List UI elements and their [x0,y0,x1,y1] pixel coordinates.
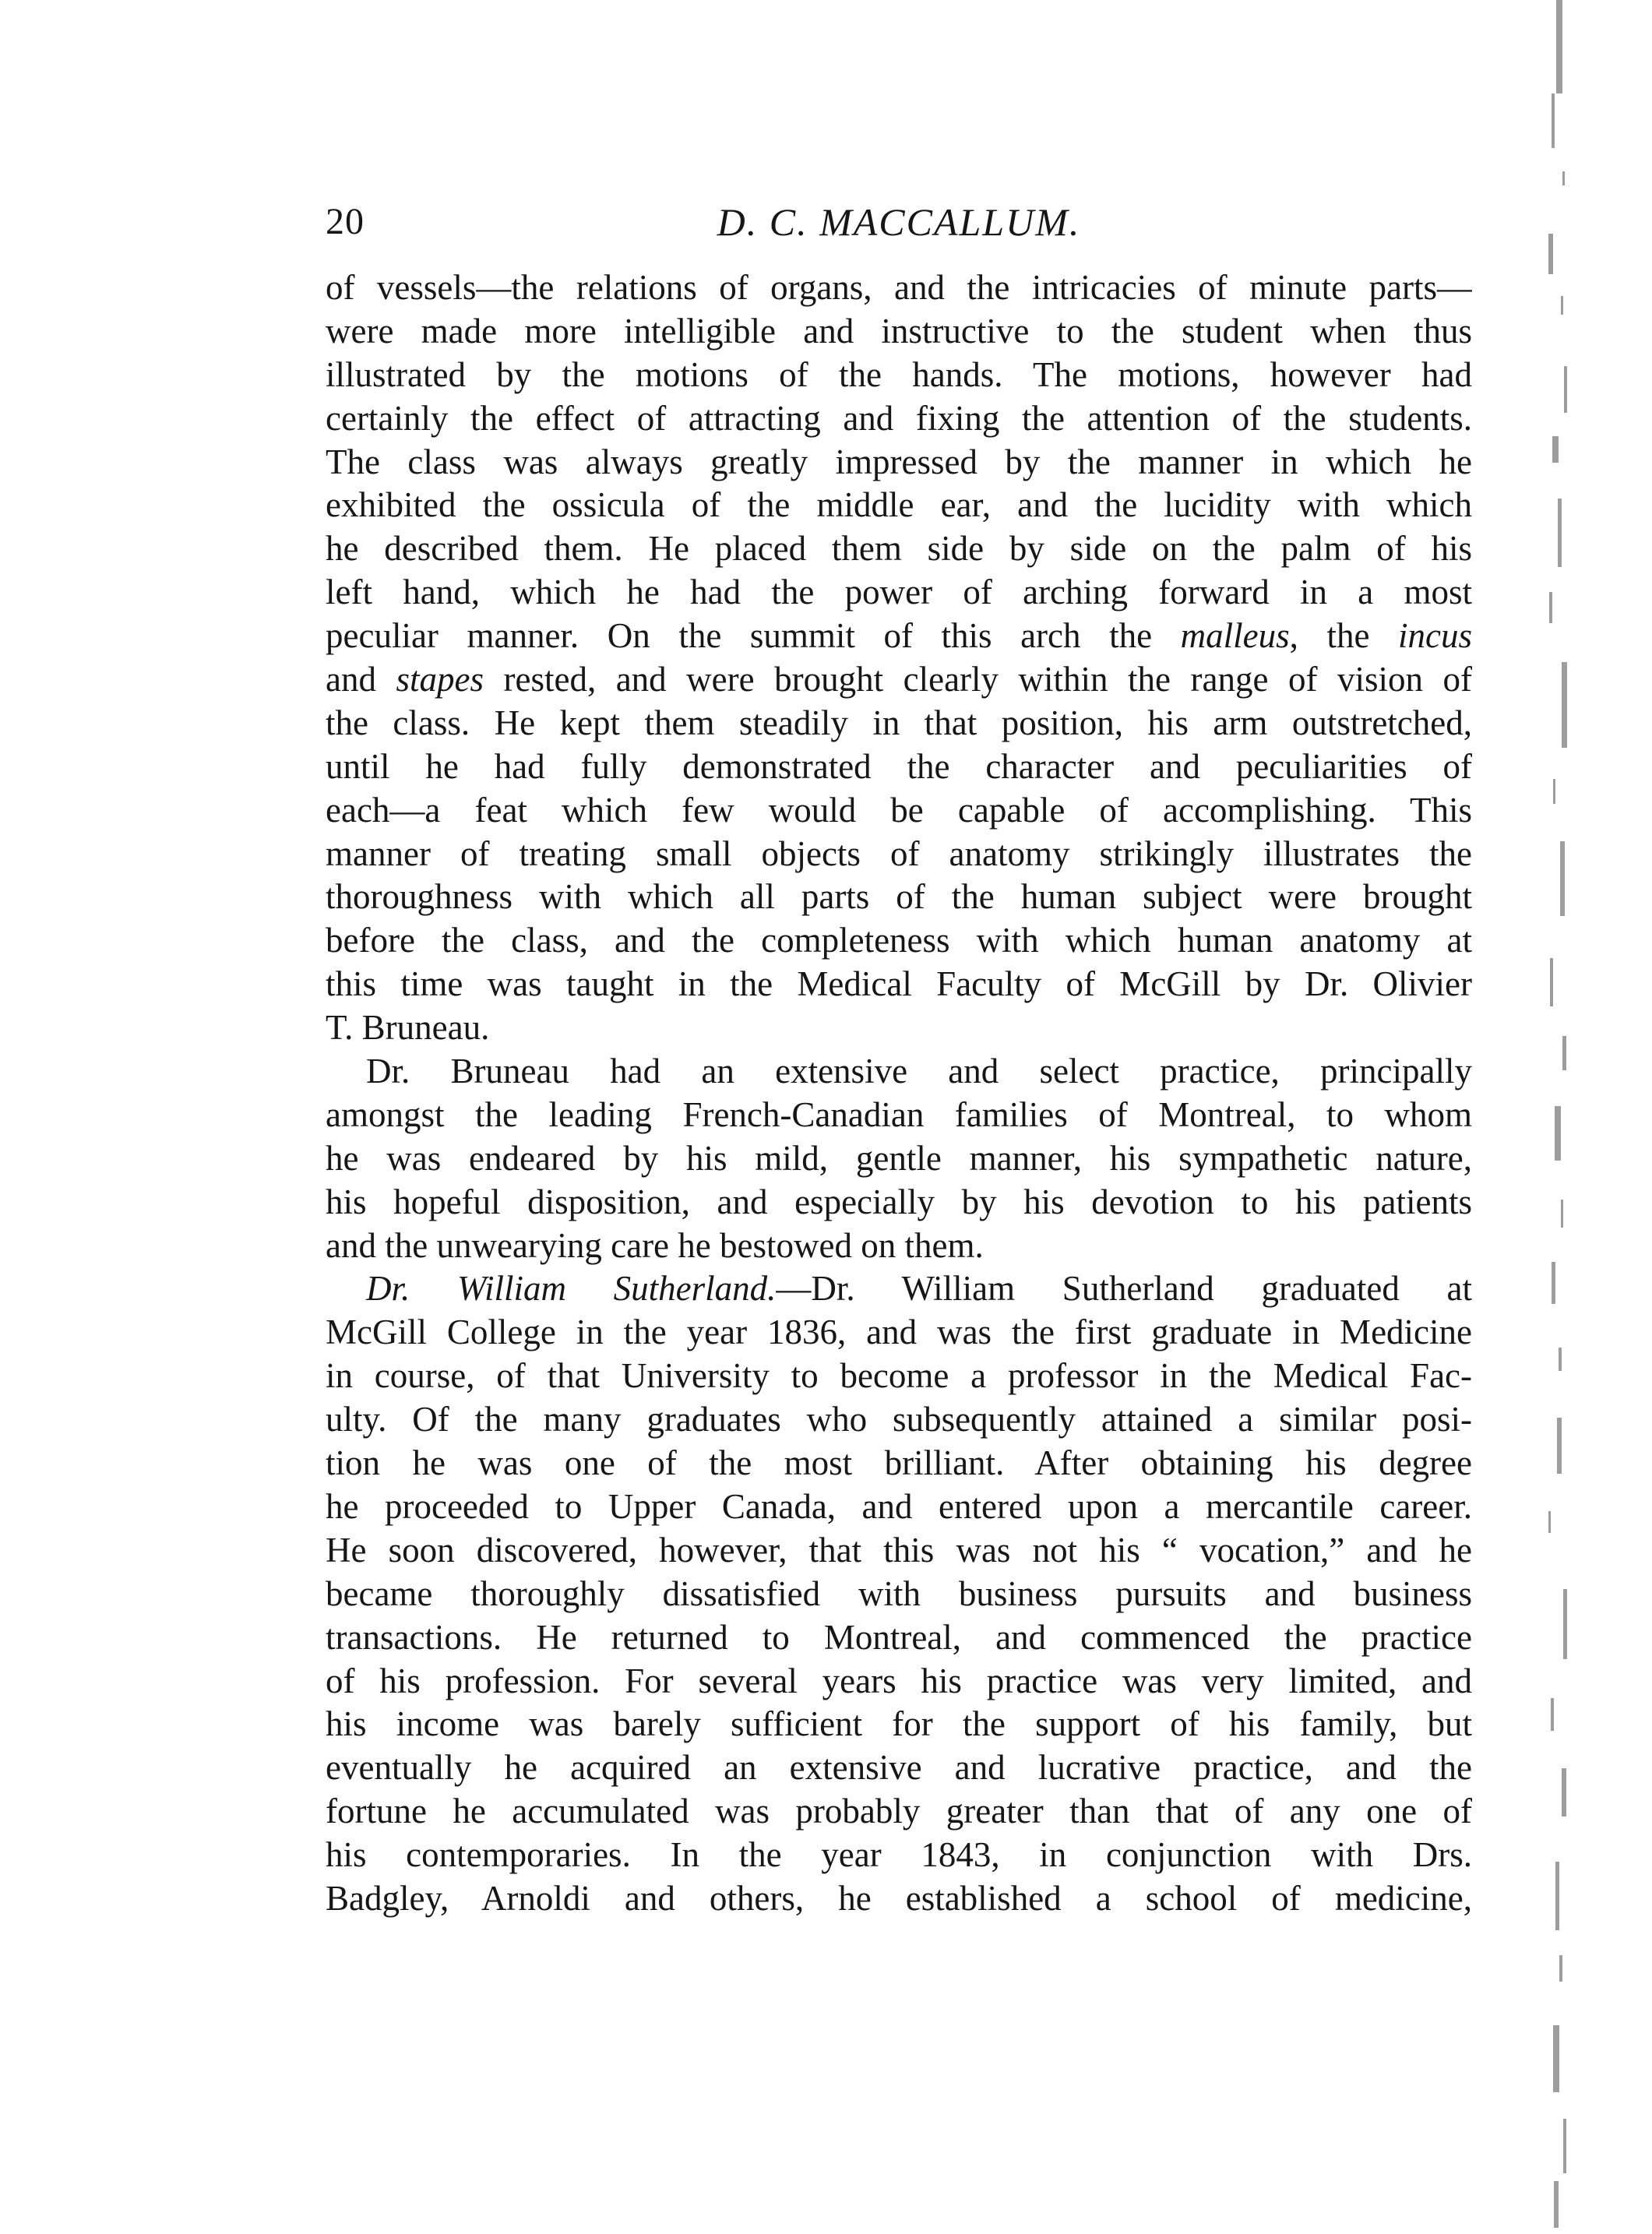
scan-speck [1556,0,1562,93]
text-line: he was endeared by his mild, gentle manner, his sympathetic nature, [326,1138,1472,1178]
scan-speck [1562,171,1565,185]
scan-speck [1562,662,1567,748]
text-line: manner of treating small objects of anatomy strikingly illustrates the [326,833,1472,873]
scan-speck [1563,1589,1567,1659]
text-line: became thoroughly dissatisfied with business pursuits and business [326,1573,1472,1613]
scan-speck [1559,1348,1562,1371]
page-number: 20 [326,201,365,242]
text-line: of his profession. For several years his practice was very limited, and [326,1661,1472,1700]
text-line: he proceeded to Upper Canada, and entered upon a mercantile career. [326,1486,1472,1526]
text-line: certainly the effect of attracting and fixing the attention of the students. [326,398,1472,438]
scan-speck [1551,1698,1554,1731]
scan-speck [1548,1511,1551,1533]
text-line: He soon discovered, however, that this was not his “ vocation,” and he [326,1530,1472,1570]
text-line: Badgley, Arnoldi and others, he established a school of medicine, [326,1878,1472,1918]
scan-speck [1561,1200,1563,1228]
text-line: illustrated by the motions of the hands. The motions, however had [326,354,1472,394]
scan-speck [1559,1955,1562,1982]
scan-speck [1560,841,1565,916]
text-line: his hopeful disposition, and especially by his devotion to his patients [326,1182,1472,1221]
text-line: McGill College in the year 1836, and was the first graduate in Medicine [326,1313,1472,1352]
scan-speck [1552,1262,1555,1304]
text-line: thoroughness with which all parts of the human subject were brought [326,877,1472,917]
text-line: in course, of that University to become a professor in the Medical Fac- [326,1356,1472,1396]
scan-speck [1558,499,1562,567]
text-line: he described them. He placed them side by side on the palm of his [326,529,1472,569]
scan-speck [1553,779,1555,804]
text-line: The class was always greatly impressed by the manner in which he [326,442,1472,481]
text-line: tion he was one of the most brilliant. After obtaining his degree [326,1443,1472,1483]
body-text [326,266,1472,1921]
text-line: were made more intelligible and instructive to the student when thus [326,311,1472,351]
text-line: peculiar manner. On the summit of this arch the malleus, the incus [326,616,1472,656]
text-line: Dr. William Sutherland.—Dr. William Sutherland graduated at [366,1269,1472,1309]
scan-speck [1554,2181,1559,2228]
text-line: Dr. Bruneau had an extensive and select practice, principally [366,1052,1472,1091]
scan-speck [1550,958,1553,1006]
scan-speck [1548,234,1553,274]
text-line: the class. He kept them steadily in that position, his arm outstretched, [326,703,1472,742]
scan-speck [1553,2025,1559,2092]
running-header [326,195,1472,249]
text-line: amongst the leading French-Canadian families of Montreal, to whom [326,1094,1472,1134]
scan-speck [1562,1036,1566,1070]
text-line: transactions. He returned to Montreal, and commenced the practice [326,1617,1472,1657]
scan-speck [1562,1768,1566,1816]
text-line: and the unwearying care he bestowed on them. [326,1225,984,1265]
text-line: fortune he accumulated was probably greater than that of any one of [326,1792,1472,1831]
text-line: of vessels—the relations of organs, and the intricacies of minute parts— [326,268,1472,307]
scan-speck [1552,436,1559,463]
scan-speck [1557,1418,1562,1474]
text-line: until he had fully demonstrated the character and peculiarities of [326,746,1472,786]
text-line: left hand, which he had the power of arching forward in a most [326,573,1472,612]
running-title: D. C. MACCALLUM. [717,200,1081,244]
scan-edge-marks [1525,0,1587,2234]
text-line: before the class, and the completeness with which human anatomy at [326,921,1472,960]
text-line: his contemporaries. In the year 1843, in conjunction with Drs. [326,1835,1472,1875]
text-line: this time was taught in the Medical Faculty of McGill by Dr. Olivier [326,964,1472,1004]
scan-speck [1555,1106,1561,1161]
text-line: T. Bruneau. [326,1008,490,1048]
text-line: and stapes rested, and were brought clearly within the range of vision of [326,660,1472,699]
scan-speck [1549,592,1552,623]
text-line: his income was barely sufficient for the support of his family, but [326,1704,1472,1744]
scan-speck [1564,366,1567,413]
text-line: exhibited the ossicula of the middle ear, and the lucidity with which [326,485,1472,525]
scan-speck [1552,93,1555,148]
scan-speck [1561,296,1563,315]
text-line: each—a feat which few would be capable of accomplishing. This [326,790,1472,830]
scan-speck [1563,2119,1566,2173]
scan-speck [1555,1862,1559,1930]
text-line: eventually he acquired an extensive and lucrative practice, and the [326,1748,1472,1788]
text-line: ulty. Of the many graduates who subsequently attained a similar posi- [326,1400,1472,1439]
